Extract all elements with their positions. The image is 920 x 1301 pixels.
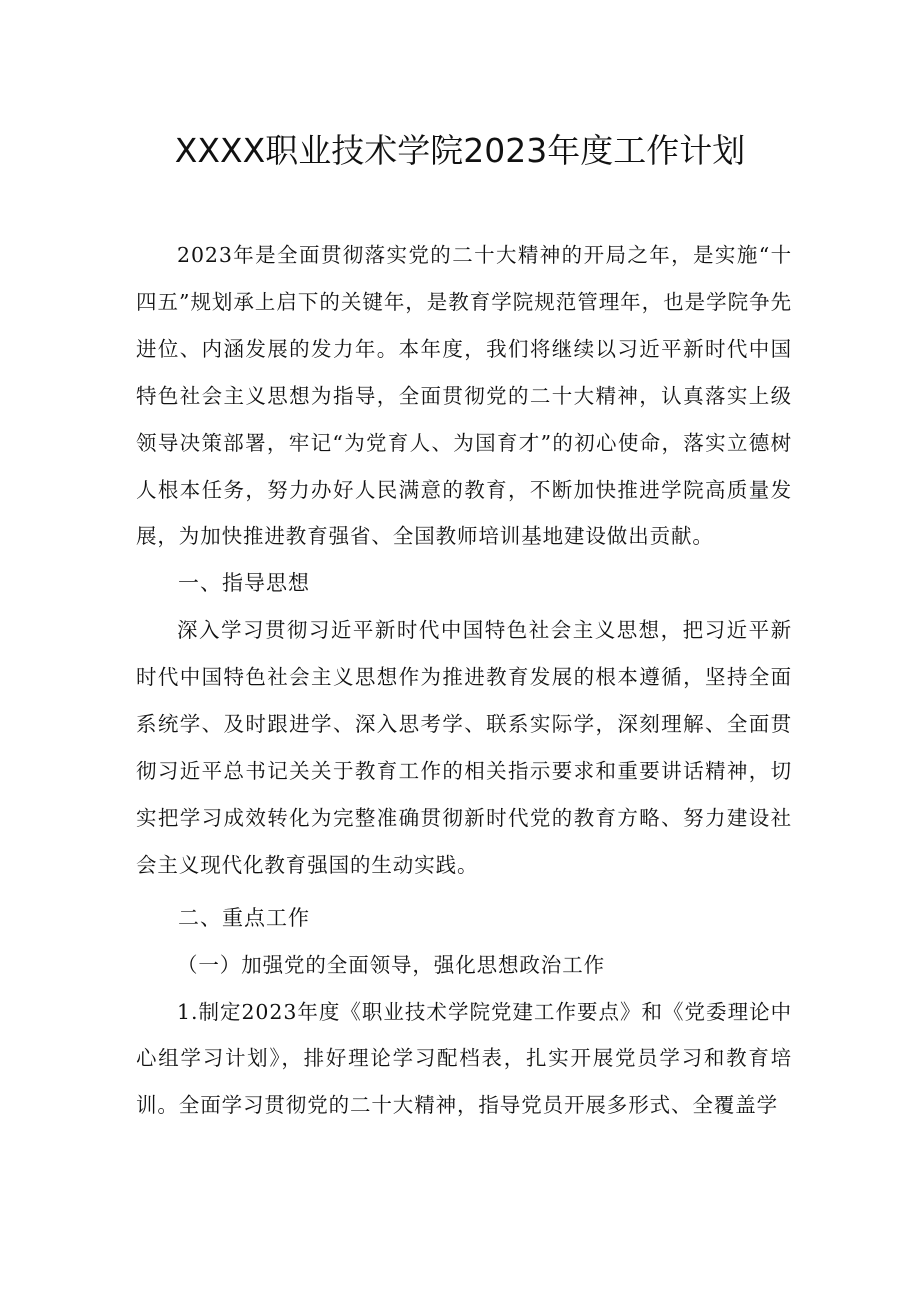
document-body — [136, 232, 792, 1129]
guiding-ideology-paragraph: 深入学习贯彻习近平新时代中国特色社会主义思想，把习近平新时代中国特色社会主义思想作为推进教育发展的根本遵循，坚持全面系统学、及时跟进学、深入思考学、联系实际学，深刻理解、全面贯彻习近平总书记关关于教育工作的相关指示要求和重要讲话精神，切实把学习成效转化为完整准确贯彻新时代党的教育方略、努力建设社会主义现代化教育强国的生动实践。 — [136, 618, 792, 877]
item-1-paragraph: 1.制定2023年度《职业技术学院党建工作要点》和《党委理论中心组学习计划》，排好理论学习配档表，扎实开展党员学习和教育培训。全面学习贯彻党的二十大精神，指导党员开展多形式、全覆盖学 — [136, 999, 792, 1118]
subsection-heading-party-leadership: （一）加强党的全面领导，强化思想政治工作 — [177, 952, 605, 977]
intro-paragraph: 2023年是全面贯彻落实党的二十大精神的开局之年，是实施“十四五”规划承上启下的关键年，是教育学院规范管理年，也是学院争先进位、内涵发展的发力年。本年度，我们将继续以习近平新时代中国特色社会主义思想为指导，全面贯彻党的二十大精神，认真落实上级领导决策部署，牢记“为党育人、为国育才”的初心使命，落实立德树人根本任务，努力办好人民满意的教育，不断加快推进学院高质量发展，为加快推进教育强省、全国教师培训基地建设做出贡献。 — [136, 243, 792, 549]
document-title: XXXX职业技术学院2023年度工作计划 — [174, 131, 746, 170]
section-heading-key-work: 二、重点工作 — [178, 905, 310, 930]
section-heading-guiding-ideology: 一、指导思想 — [178, 571, 310, 596]
